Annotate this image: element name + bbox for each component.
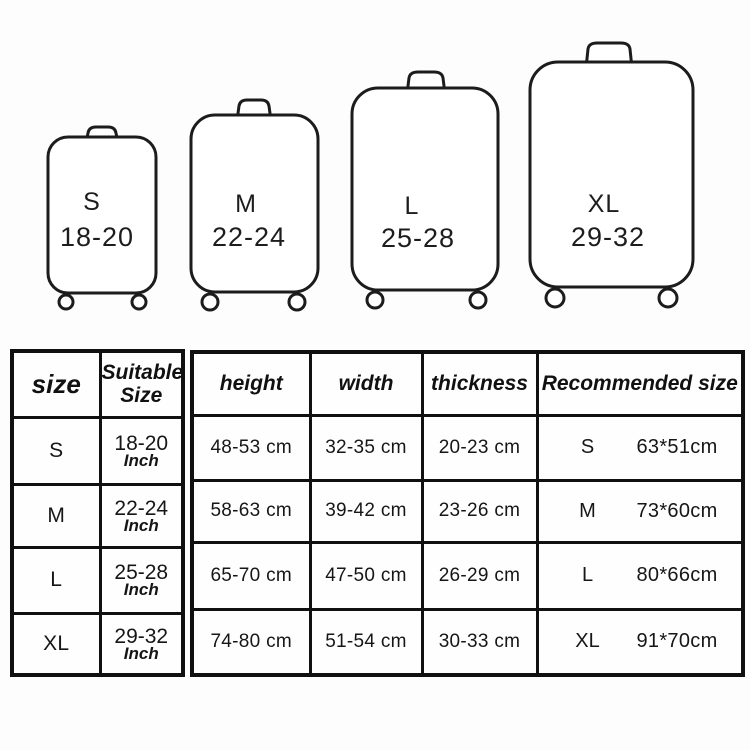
recommended-size-header-cell: Recommended size [537,352,743,415]
suitcase-xl-wheel-icon [659,289,677,307]
cell-thickness: 20-23 cm [422,415,537,480]
width-header-cell: width [310,352,422,415]
suitcase-m-label: M [235,190,257,218]
size-table-header-row [12,351,183,417]
cell-range [100,547,183,613]
recommended-size-letter: S [580,436,595,458]
cell-height: 48-53 cm [192,415,310,480]
cell-recommended [537,609,743,675]
cell-size: S [12,417,100,484]
suitcase-s-body [48,137,156,293]
cell-recommended [537,480,743,542]
cell-range [100,484,183,547]
suitcase-l-body [352,88,498,290]
recommended-size-value: 91*70cm [636,630,718,653]
recommended-size-value: 80*66cm [636,564,718,586]
cell-height: 65-70 cm [192,542,310,609]
cell-range [100,417,183,484]
range-unit: Inch [123,515,159,535]
range-value: 18-20 [114,431,169,455]
table-row [192,415,743,480]
cell-width: 51-54 cm [310,609,422,675]
suitcase-m-wheel-icon [289,294,305,310]
cell-size: L [12,547,100,613]
cell-size: M [12,484,100,547]
table-row [12,417,183,484]
suitcase-m-range: 22-24 [211,222,287,252]
recommended-size-letter: L [581,564,594,586]
range-value: 25-28 [114,561,169,585]
cell-range [100,613,183,675]
suitcase-figures [0,0,750,335]
cell-recommended [537,415,743,480]
cell-thickness: 30-33 cm [422,609,537,675]
cell-width: 32-35 cm [310,415,422,480]
suitcase-l-label: L [404,192,420,220]
range-unit: Inch [123,450,159,470]
table-row [12,484,183,547]
suitcase-l-wheel-icon [470,292,486,308]
suitcase-xl-label: XL [587,190,621,218]
table-row [192,542,743,609]
suitcase-l-figure [352,72,498,308]
suitcase-xl-wheel-icon [546,289,564,307]
cell-width: 47-50 cm [310,542,422,609]
suitcase-s-wheel-icon [132,295,146,309]
suitable-size-header-cell: Suitable Size [100,351,183,417]
suitcase-s-wheel-icon [59,295,73,309]
range-unit: Inch [123,644,159,664]
dimensions-header-row [192,352,743,415]
recommended-size-value: 63*51cm [636,436,718,458]
suitcase-xl-figure [530,43,693,307]
suitcase-xl-body [530,62,693,287]
range-value: 22-24 [114,496,169,520]
suitcase-xl-range: 29-32 [570,222,646,252]
recommended-size-letter: M [579,499,596,522]
cell-height: 58-63 cm [192,480,310,542]
suitcase-m-figure [191,100,318,310]
table-row [192,609,743,675]
size-table [10,349,185,677]
range-value: 29-32 [114,625,169,649]
suitcase-s-range: 18-20 [59,222,135,252]
size-header-cell: size [12,351,100,417]
suitcase-s-label: S [83,188,101,216]
table-row [12,547,183,613]
cell-height: 74-80 cm [192,609,310,675]
suitcase-l-range: 25-28 [380,223,456,253]
table-row [12,613,183,675]
cell-recommended [537,542,743,609]
suitcase-s-figure [48,127,156,309]
thickness-header-cell: thickness [422,352,537,415]
cell-size: XL [12,613,100,675]
range-unit: Inch [123,580,159,600]
suitcase-m-wheel-icon [202,294,218,310]
recommended-size-value: 73*60cm [636,499,718,522]
cell-thickness: 26-29 cm [422,542,537,609]
recommended-size-letter: XL [575,630,600,653]
suitcase-l-wheel-icon [367,292,383,308]
table-row [192,480,743,542]
height-header-cell: height [192,352,310,415]
cell-width: 39-42 cm [310,480,422,542]
dimensions-table [190,350,745,677]
cell-thickness: 23-26 cm [422,480,537,542]
